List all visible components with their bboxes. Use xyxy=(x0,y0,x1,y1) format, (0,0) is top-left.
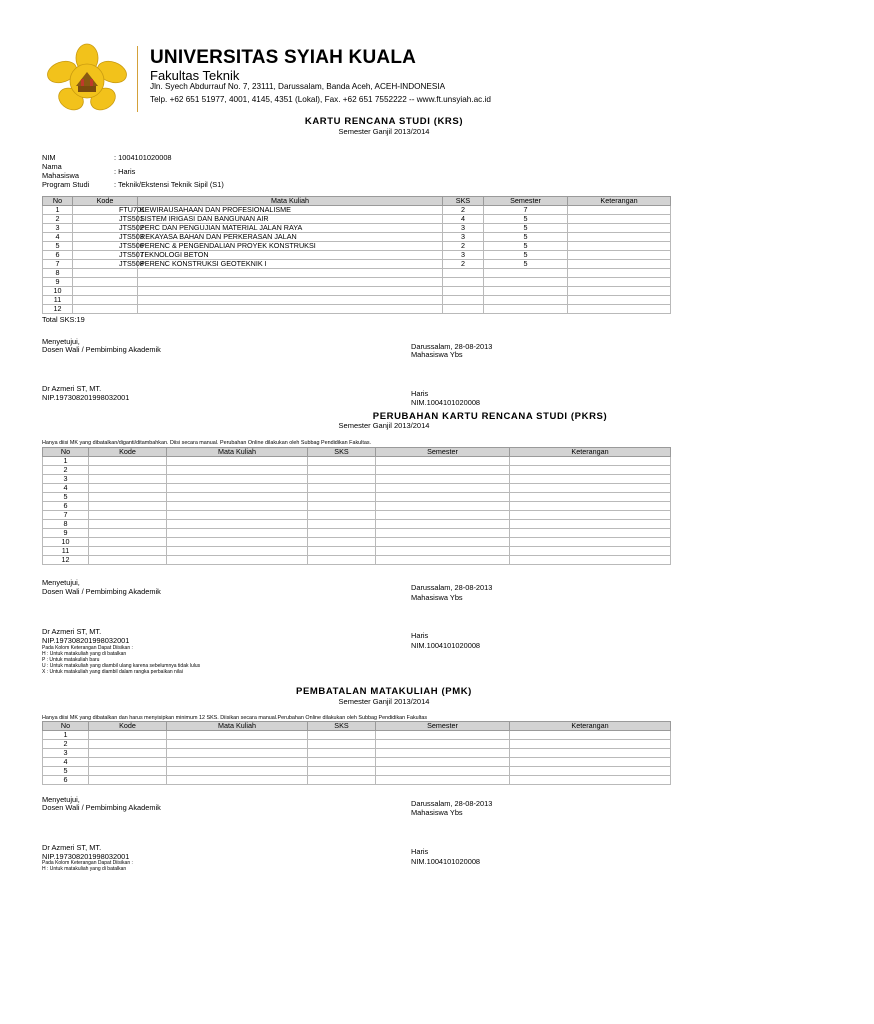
empty-cell xyxy=(308,520,376,529)
cell-sks xyxy=(443,278,484,287)
empty-cell xyxy=(308,457,376,466)
empty-cell xyxy=(376,475,510,484)
table-row xyxy=(43,520,671,529)
table-row xyxy=(43,296,671,305)
cell-no: 1 xyxy=(43,457,89,466)
cell-sks xyxy=(443,296,484,305)
pmk-table-header xyxy=(43,722,671,731)
pkrs-note-4: X : Untuk matakuliah yang diambil dalam rangka perbaikan nilai xyxy=(42,669,183,675)
nama-label-2: Mahasiswa xyxy=(42,171,79,180)
empty-cell xyxy=(510,776,671,785)
col-mata-kuliah: Mata Kuliah xyxy=(167,722,308,731)
col-kode: Kode xyxy=(89,722,167,731)
col-keterangan: Keterangan xyxy=(568,197,671,206)
pkrs-table xyxy=(42,447,671,565)
pkrs-student-nim: NIM.1004101020008 xyxy=(411,641,481,650)
empty-cell xyxy=(167,740,308,749)
cell-keterangan xyxy=(568,251,671,260)
col-semester: Semester xyxy=(376,448,510,457)
empty-cell xyxy=(510,767,671,776)
empty-cell xyxy=(510,511,671,520)
nim-label: NIM xyxy=(42,153,56,162)
total-sks: Total SKS:19 xyxy=(42,315,85,324)
krs-place-date: Darussalam, 28-08-2013 xyxy=(411,342,493,351)
cell-no: 2 xyxy=(43,215,73,224)
table-row xyxy=(43,740,671,749)
col-keterangan: Keterangan xyxy=(510,448,671,457)
empty-cell xyxy=(308,731,376,740)
cell-semester: 5 xyxy=(484,224,568,233)
krs-table xyxy=(42,196,671,314)
pmk-instruction: Hanya diisi MK yang dibatalkan dan harus menyisipkan minimum 12 SKS. Diisikan secara manual.Perubahan Online dilakukan oleh Subbag Pendidikan Fakultas xyxy=(42,715,428,721)
table-row xyxy=(43,511,671,520)
pkrs-menyetujui: Menyetujui, xyxy=(42,578,80,587)
empty-cell xyxy=(167,538,308,547)
empty-cell xyxy=(510,466,671,475)
pmk-note-1: H : Untuk matakuliah yang di batalkan xyxy=(42,866,127,872)
table-row xyxy=(43,278,671,287)
cell-keterangan xyxy=(568,269,671,278)
cell-kode xyxy=(73,278,138,287)
table-row xyxy=(43,538,671,547)
cell-no: 4 xyxy=(43,484,89,493)
table-row xyxy=(43,749,671,758)
col-mata-kuliah: Mata Kuliah xyxy=(167,448,308,457)
empty-cell xyxy=(308,538,376,547)
empty-cell xyxy=(308,511,376,520)
empty-cell xyxy=(308,475,376,484)
nama-label: Nama xyxy=(42,162,62,171)
empty-cell xyxy=(89,749,167,758)
empty-cell xyxy=(167,556,308,565)
krs-title: KARTU RENCANA STUDI (KRS) xyxy=(304,116,464,127)
empty-cell xyxy=(167,520,308,529)
empty-cell xyxy=(510,457,671,466)
table-row xyxy=(43,466,671,475)
table-row xyxy=(43,493,671,502)
empty-cell xyxy=(376,740,510,749)
pkrs-note-2: P : Untuk matakuliah baru xyxy=(42,657,100,663)
empty-cell xyxy=(89,475,167,484)
cell-kode: JTS502 xyxy=(73,224,138,233)
empty-cell xyxy=(308,767,376,776)
cell-no: 3 xyxy=(43,475,89,484)
empty-cell xyxy=(376,529,510,538)
empty-cell xyxy=(376,466,510,475)
cell-semester xyxy=(484,296,568,305)
pmk-mahasiswa-label: Mahasiswa Ybs xyxy=(411,808,463,817)
cell-no: 8 xyxy=(43,520,89,529)
cell-semester xyxy=(484,287,568,296)
cell-mata-kuliah: REKAYASA BAHAN DAN PERKERASAN JALAN xyxy=(138,233,443,242)
nim-value: : 1004101020008 xyxy=(114,153,172,162)
empty-cell xyxy=(376,767,510,776)
empty-cell xyxy=(376,484,510,493)
cell-keterangan xyxy=(568,287,671,296)
prodi-label: Program Studi xyxy=(42,180,90,189)
empty-cell xyxy=(376,547,510,556)
cell-semester: 5 xyxy=(484,215,568,224)
empty-cell xyxy=(510,502,671,511)
empty-cell xyxy=(167,529,308,538)
empty-cell xyxy=(167,475,308,484)
pkrs-dosen-label: Dosen Wali / Pembimbing Akademik xyxy=(42,587,161,596)
empty-cell xyxy=(89,502,167,511)
pmk-lecturer-name: Dr Azmeri ST, MT. xyxy=(42,843,102,852)
krs-lecturer-name: Dr Azmeri ST, MT. xyxy=(42,384,102,393)
empty-cell xyxy=(167,484,308,493)
table-row xyxy=(43,457,671,466)
empty-cell xyxy=(376,556,510,565)
table-row xyxy=(43,305,671,314)
empty-cell xyxy=(510,520,671,529)
cell-mata-kuliah xyxy=(138,296,443,305)
pkrs-lecturer-name: Dr Azmeri ST, MT. xyxy=(42,627,102,636)
pmk-student-nim: NIM.1004101020008 xyxy=(411,857,481,866)
university-contact: Telp. +62 651 51977, 4001, 4145, 4351 (Lokal), Fax. +62 651 7552222 -- www.ft.unsyiah.ac.id xyxy=(150,95,491,104)
cell-keterangan xyxy=(568,260,671,269)
empty-cell xyxy=(167,731,308,740)
pmk-dosen-label: Dosen Wali / Pembimbing Akademik xyxy=(42,803,161,812)
table-row xyxy=(43,758,671,767)
table-row xyxy=(43,767,671,776)
empty-cell xyxy=(89,511,167,520)
empty-cell xyxy=(308,740,376,749)
empty-cell xyxy=(308,556,376,565)
cell-sks: 2 xyxy=(443,206,484,215)
krs-semester: Semester Ganjil 2013/2014 xyxy=(338,127,430,136)
empty-cell xyxy=(510,749,671,758)
table-row xyxy=(43,502,671,511)
faculty-name: Fakultas Teknik xyxy=(150,68,240,83)
pmk-place-date: Darussalam, 28-08-2013 xyxy=(411,799,493,808)
cell-no: 12 xyxy=(43,556,89,565)
empty-cell xyxy=(510,475,671,484)
university-logo xyxy=(46,44,128,114)
empty-cell xyxy=(89,740,167,749)
krs-mahasiswa-label: Mahasiswa Ybs xyxy=(411,350,463,359)
cell-kode: JTS503 xyxy=(73,233,138,242)
krs-lecturer-nip: NIP.197308201998032001 xyxy=(42,393,130,402)
col-sks: SKS xyxy=(308,448,376,457)
pkrs-semester: Semester Ganjil 2013/2014 xyxy=(338,421,430,430)
empty-cell xyxy=(308,749,376,758)
empty-cell xyxy=(89,776,167,785)
empty-cell xyxy=(89,547,167,556)
pmk-student-name: Haris xyxy=(411,847,429,856)
cell-no: 11 xyxy=(43,296,73,305)
empty-cell xyxy=(376,749,510,758)
table-row xyxy=(43,776,671,785)
cell-no: 3 xyxy=(43,749,89,758)
empty-cell xyxy=(167,466,308,475)
cell-no: 4 xyxy=(43,233,73,242)
pkrs-student-name: Haris xyxy=(411,631,429,640)
cell-kode: JTS506 xyxy=(73,242,138,251)
table-row xyxy=(43,287,671,296)
cell-keterangan xyxy=(568,305,671,314)
empty-cell xyxy=(308,502,376,511)
empty-cell xyxy=(510,758,671,767)
col-mata-kuliah: Mata Kuliah xyxy=(138,197,443,206)
cell-no: 12 xyxy=(43,305,73,314)
table-row xyxy=(43,484,671,493)
col-keterangan: Keterangan xyxy=(510,722,671,731)
nama-value: : Haris xyxy=(114,167,136,176)
cell-semester: 5 xyxy=(484,233,568,242)
empty-cell xyxy=(376,538,510,547)
cell-semester xyxy=(484,305,568,314)
empty-cell xyxy=(89,538,167,547)
empty-cell xyxy=(510,493,671,502)
cell-keterangan xyxy=(568,233,671,242)
cell-no: 4 xyxy=(43,758,89,767)
col-no: No xyxy=(43,722,89,731)
pmk-semester: Semester Ganjil 2013/2014 xyxy=(338,697,430,706)
cell-mata-kuliah: TEKNOLOGI BETON xyxy=(138,251,443,260)
empty-cell xyxy=(167,758,308,767)
table-row xyxy=(43,731,671,740)
empty-cell xyxy=(308,547,376,556)
cell-no: 1 xyxy=(43,206,73,215)
empty-cell xyxy=(167,767,308,776)
cell-keterangan xyxy=(568,242,671,251)
cell-mata-kuliah xyxy=(138,269,443,278)
cell-no: 9 xyxy=(43,529,89,538)
empty-cell xyxy=(376,731,510,740)
cell-semester: 5 xyxy=(484,251,568,260)
krs-student-nim: NIM.1004101020008 xyxy=(411,398,481,407)
cell-semester: 5 xyxy=(484,260,568,269)
cell-mata-kuliah: KEWIRAUSAHAAN DAN PROFESIONALISME xyxy=(138,206,443,215)
empty-cell xyxy=(89,529,167,538)
cell-sks: 2 xyxy=(443,242,484,251)
empty-cell xyxy=(167,749,308,758)
empty-cell xyxy=(89,556,167,565)
empty-cell xyxy=(376,457,510,466)
cell-sks xyxy=(443,287,484,296)
cell-semester xyxy=(484,278,568,287)
cell-no: 9 xyxy=(43,278,73,287)
cell-no: 5 xyxy=(43,242,73,251)
empty-cell xyxy=(376,493,510,502)
cell-kode: JTS507 xyxy=(73,251,138,260)
cell-mata-kuliah: PERENC & PENGENDALIAN PROYEK KONSTRUKSI xyxy=(138,242,443,251)
cell-sks xyxy=(443,269,484,278)
pmk-table xyxy=(42,721,671,785)
empty-cell xyxy=(308,466,376,475)
pkrs-place-date: Darussalam, 28-08-2013 xyxy=(411,583,493,592)
cell-sks: 3 xyxy=(443,251,484,260)
pkrs-note-0: Pada Kolom Keterangan Dapat Diisikan : xyxy=(42,645,133,651)
pmk-title: PEMBATALAN MATAKULIAH (PMK) xyxy=(296,686,472,697)
empty-cell xyxy=(89,466,167,475)
cell-no: 8 xyxy=(43,269,73,278)
col-no: No xyxy=(43,197,73,206)
cell-mata-kuliah: PERC DAN PENGUJIAN MATERIAL JALAN RAYA xyxy=(138,224,443,233)
cell-semester: 5 xyxy=(484,242,568,251)
empty-cell xyxy=(376,511,510,520)
empty-cell xyxy=(308,529,376,538)
table-row xyxy=(43,269,671,278)
pkrs-title: PERUBAHAN KARTU RENCANA STUDI (PKRS) xyxy=(372,411,608,422)
empty-cell xyxy=(510,538,671,547)
col-kode: Kode xyxy=(73,197,138,206)
cell-mata-kuliah xyxy=(138,278,443,287)
empty-cell xyxy=(89,758,167,767)
cell-no: 1 xyxy=(43,731,89,740)
cell-keterangan xyxy=(568,278,671,287)
cell-mata-kuliah: SISTEM IRIGASI DAN BANGUNAN AIR xyxy=(138,215,443,224)
pmk-menyetujui: Menyetujui, xyxy=(42,795,80,804)
empty-cell xyxy=(167,547,308,556)
pmk-note-0: Pada Kolom Keterangan Dapat Diisikan : xyxy=(42,860,133,866)
cell-kode xyxy=(73,287,138,296)
pkrs-note-3: U : Untuk matakuliah yang diambil ulang karena sebelumnya tidak lulus xyxy=(42,663,201,669)
col-sks: SKS xyxy=(443,197,484,206)
table-row xyxy=(43,529,671,538)
table-row xyxy=(43,260,671,269)
cell-no: 2 xyxy=(43,466,89,475)
empty-cell xyxy=(167,776,308,785)
table-row xyxy=(43,475,671,484)
empty-cell xyxy=(167,502,308,511)
prodi-value: : Teknik/Ekstensi Teknik Sipil (S1) xyxy=(114,180,224,189)
col-semester: Semester xyxy=(376,722,510,731)
table-row xyxy=(43,547,671,556)
cell-sks: 2 xyxy=(443,260,484,269)
cell-no: 7 xyxy=(43,260,73,269)
cell-kode: JTS508 xyxy=(73,260,138,269)
col-sks: SKS xyxy=(308,722,376,731)
col-kode: Kode xyxy=(89,448,167,457)
cell-sks xyxy=(443,305,484,314)
empty-cell xyxy=(89,457,167,466)
cell-sks: 3 xyxy=(443,233,484,242)
cell-keterangan xyxy=(568,215,671,224)
empty-cell xyxy=(308,758,376,767)
empty-cell xyxy=(89,484,167,493)
university-name: UNIVERSITAS SYIAH KUALA xyxy=(150,47,417,68)
cell-kode: FTU701 xyxy=(73,206,138,215)
cell-no: 10 xyxy=(43,538,89,547)
cell-semester: 7 xyxy=(484,206,568,215)
empty-cell xyxy=(167,457,308,466)
cell-keterangan xyxy=(568,296,671,305)
empty-cell xyxy=(376,502,510,511)
empty-cell xyxy=(510,529,671,538)
cell-sks: 4 xyxy=(443,215,484,224)
cell-kode xyxy=(73,305,138,314)
empty-cell xyxy=(89,767,167,776)
col-semester: Semester xyxy=(484,197,568,206)
pkrs-note-1: H : Untuk matakuliah yang di batalkan xyxy=(42,651,127,657)
empty-cell xyxy=(376,758,510,767)
cell-no: 6 xyxy=(43,776,89,785)
empty-cell xyxy=(308,493,376,502)
cell-no: 7 xyxy=(43,511,89,520)
empty-cell xyxy=(510,731,671,740)
university-address: Jln. Syech Abdurrauf No. 7, 23111, Darussalam, Banda Aceh, ACEH-INDONESIA xyxy=(150,82,446,91)
krs-student-name: Haris xyxy=(411,389,429,398)
pkrs-lecturer-nip: NIP.197308201998032001 xyxy=(42,636,130,645)
empty-cell xyxy=(510,547,671,556)
empty-cell xyxy=(89,731,167,740)
cell-mata-kuliah: PERENC KONSTRUKSI GEOTEKNIK I xyxy=(138,260,443,269)
cell-no: 2 xyxy=(43,740,89,749)
empty-cell xyxy=(510,484,671,493)
pkrs-mahasiswa-label: Mahasiswa Ybs xyxy=(411,593,463,602)
pkrs-table-header xyxy=(43,448,671,457)
krs-dosen-label: Dosen Wali / Pembimbing Akademik xyxy=(42,345,161,354)
cell-no: 6 xyxy=(43,502,89,511)
cell-semester xyxy=(484,269,568,278)
cell-mata-kuliah xyxy=(138,287,443,296)
col-no: No xyxy=(43,448,89,457)
table-row xyxy=(43,556,671,565)
cell-no: 5 xyxy=(43,493,89,502)
cell-sks: 3 xyxy=(443,224,484,233)
header-divider xyxy=(137,46,138,112)
cell-no: 3 xyxy=(43,224,73,233)
krs-menyetujui: Menyetujui, xyxy=(42,337,80,346)
cell-keterangan xyxy=(568,206,671,215)
empty-cell xyxy=(167,493,308,502)
cell-keterangan xyxy=(568,224,671,233)
cell-no: 11 xyxy=(43,547,89,556)
empty-cell xyxy=(167,511,308,520)
empty-cell xyxy=(376,520,510,529)
empty-cell xyxy=(89,520,167,529)
pmk-lecturer-nip: NIP.197308201998032001 xyxy=(42,852,130,861)
empty-cell xyxy=(89,493,167,502)
pkrs-instruction: Hanya diisi MK yang dibatalkan/diganti/ditambahkan. Diisi secara manual. Perubahan Online dilakukan oleh Subbag Pendidikan Fakultas. xyxy=(42,440,372,446)
cell-kode: JTS501 xyxy=(73,215,138,224)
cell-kode xyxy=(73,296,138,305)
cell-mata-kuliah xyxy=(138,305,443,314)
cell-no: 10 xyxy=(43,287,73,296)
empty-cell xyxy=(510,556,671,565)
empty-cell xyxy=(510,740,671,749)
empty-cell xyxy=(308,776,376,785)
empty-cell xyxy=(308,484,376,493)
cell-no: 6 xyxy=(43,251,73,260)
empty-cell xyxy=(376,776,510,785)
cell-kode xyxy=(73,269,138,278)
cell-no: 5 xyxy=(43,767,89,776)
